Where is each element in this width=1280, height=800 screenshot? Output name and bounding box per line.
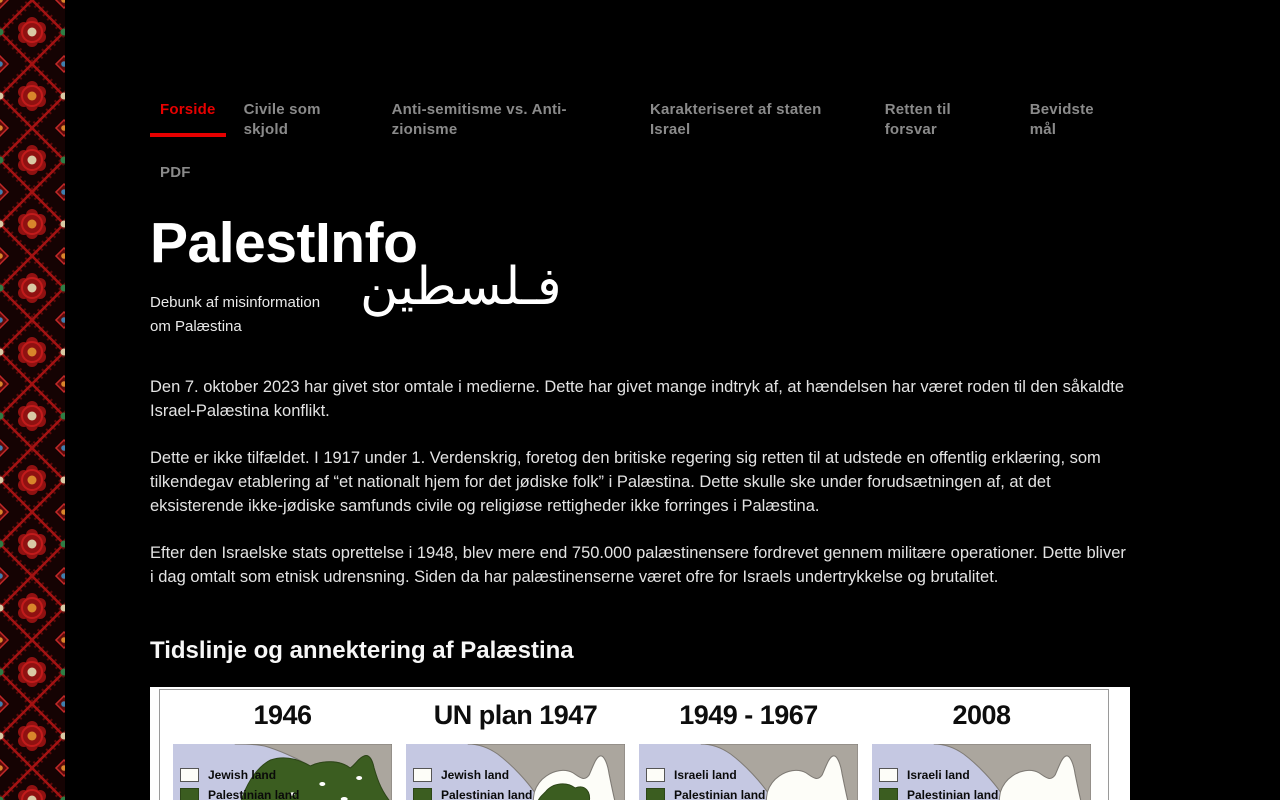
map-panel-1946 (173, 700, 392, 800)
nav-row-secondary (150, 163, 1130, 185)
legend-label: Palestinian land (907, 788, 999, 800)
legend-label: Palestinian land (441, 788, 533, 800)
paragraph-oktober-2023: Den 7. oktober 2023 har givet stor omtale i medierne. Dette har givet mange indtryk af, at hændelsen har været roden til den såkaldte Israel-Palæstina konflikt. (150, 378, 1125, 420)
map-panel-title: 1946 (253, 700, 312, 730)
timeline-maps-figure (150, 687, 1130, 800)
legend-swatch-green (646, 788, 665, 800)
map-panel-2008 (872, 700, 1091, 800)
nav-item-forside[interactable]: Forside (150, 100, 226, 137)
map-legend (879, 768, 998, 800)
paragraph-1917-erklaering: Dette er ikke tilfældet. I 1917 under 1. Verdenskrig, foretog den britiske regering sig retten til at udstede en offentlig erklæring, som tilkendegav etablering af “et nationalt hjem for det jødiske folk” i Palæstina. Dette skulle ske under forudsætningen af, at det eksisterende ikke-jødiske samfunds civile og religiøse rettigheder ikke forringes i Palæstina. (150, 449, 1101, 515)
legend-swatch-green (180, 788, 199, 800)
paragraph-1948-fordrivelse: Efter den Israelske stats oprettelse i 1948, blev mere end 750.000 palæstinensere fordrevet gennem militære operationer. Dette bliver i dag omtalt som etnisk udrensning. Siden da har palæstinenserne været ofre for Israels undertrykkelse og brutalitet. (150, 544, 1126, 586)
nav-item-civile-som-skjold[interactable]: Civile som skjold (243, 101, 321, 138)
legend-swatch-white (879, 768, 898, 782)
map-panel-title: 1949 - 1967 (679, 700, 818, 730)
nav-item-retten-til-forsvar[interactable]: Retten til forsvar (884, 101, 951, 138)
legend-label: Israeli land (674, 768, 737, 782)
nav-row-primary (150, 100, 1130, 153)
tatreez-border-pattern (0, 0, 65, 800)
nav-item-antisemitisme[interactable]: Anti-semitisme vs. Anti-zionisme (391, 101, 567, 138)
map-panel-1949-1967 (639, 700, 858, 800)
nav-item-karakteriseret[interactable]: Karakteriseret af staten Israel (649, 101, 822, 138)
main-nav (150, 0, 1130, 185)
legend-label: Israeli land (907, 768, 970, 782)
page-content (150, 0, 1130, 800)
legend-swatch-white (413, 768, 432, 782)
map-legend (413, 768, 532, 800)
legend-label: Palestinian land (208, 788, 300, 800)
legend-swatch-green (413, 788, 432, 800)
article (150, 375, 1130, 800)
site-header (150, 211, 1130, 339)
map-legend (180, 768, 299, 800)
site-tagline: Debunk af misinformation om Palæstina (150, 294, 321, 335)
legend-swatch-white (646, 768, 665, 782)
legend-swatch-white (180, 768, 199, 782)
map-legend (646, 768, 765, 800)
site-title-arabic-calligraphy: فـلسطين (360, 257, 562, 317)
legend-label: Jewish land (208, 768, 277, 782)
legend-label: Palestinian land (674, 788, 766, 800)
map-panel-title: UN plan 1947 (433, 700, 598, 730)
nav-item-bevidste-maal[interactable]: Bevidste mål (1029, 101, 1094, 138)
site-title: PalestInfo (150, 211, 418, 275)
section-heading-tidslinje: Tidslinje og annektering af Palæstina (150, 637, 574, 664)
map-panel-un-1947 (406, 700, 625, 800)
legend-swatch-green (879, 788, 898, 800)
legend-label: Jewish land (441, 768, 510, 782)
map-panel-title: 2008 (952, 700, 1011, 730)
nav-item-pdf[interactable]: PDF (160, 164, 191, 181)
maps-frame (159, 689, 1109, 800)
